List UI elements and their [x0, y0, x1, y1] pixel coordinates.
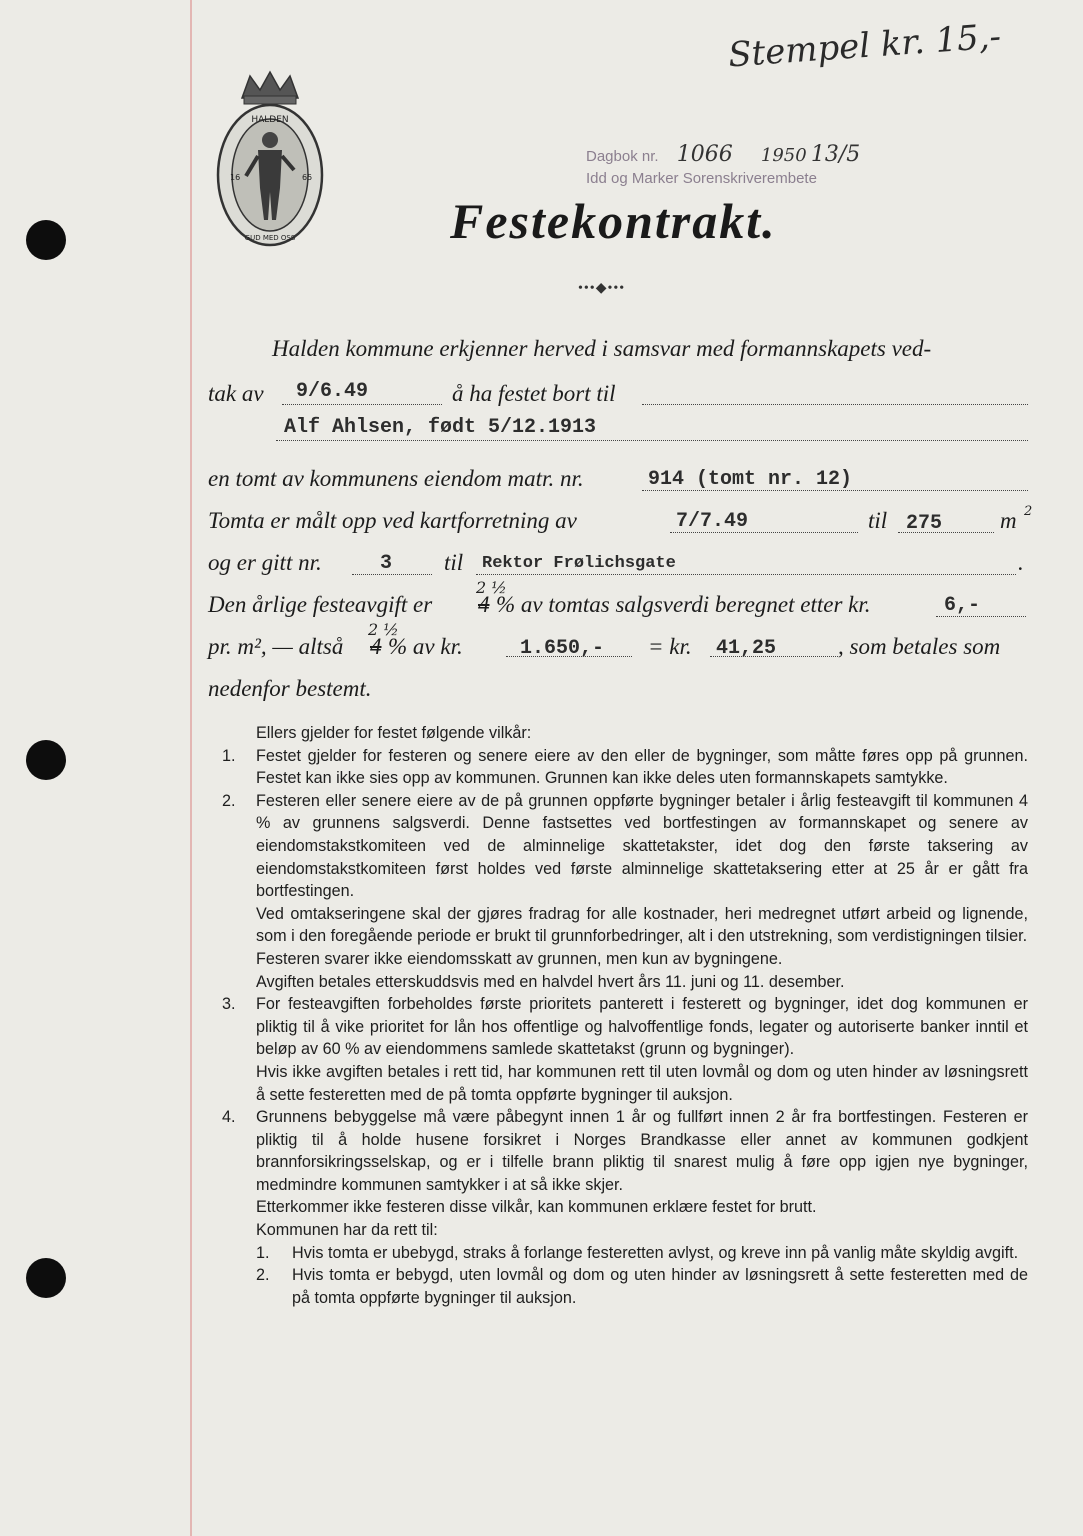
dagbok-year: 1950 [760, 145, 807, 166]
intro-line-5-end: . [1018, 550, 1024, 575]
term-number: 1. [222, 746, 236, 765]
halden-crest-icon [210, 70, 330, 250]
intro-line-8: nedenfor bestemt. [208, 676, 372, 701]
intro-line-5a: og er gitt nr. [208, 550, 322, 575]
crest-year-left: 16 [230, 173, 241, 182]
dagbok-office: Idd og Marker Sorenskriverembete [586, 170, 817, 187]
punch-hole [26, 740, 66, 780]
margin-rule [190, 0, 192, 1536]
pct-new-2: 2 ½ [368, 620, 399, 639]
term-number: 4. [222, 1108, 236, 1127]
term-number: 2. [222, 791, 236, 810]
crest-year-right: 65 [302, 173, 313, 182]
title-ornament: •••◆••• [578, 281, 626, 296]
term-2 [208, 790, 1028, 903]
term-number: 3. [222, 995, 236, 1014]
term-4 [208, 1106, 1028, 1196]
area-unit-sup: 2 [1024, 504, 1033, 519]
intro-line-5b: til [444, 550, 464, 575]
intro-line-2a: tak av [208, 381, 264, 406]
term-2-paragraph: Avgiften betales etterskuddsvis med en halvdel hvert års 11. juni og 11. desember. [256, 972, 845, 991]
kart-date: 7/7.49 [676, 510, 749, 533]
pct-struck-1: 4 [478, 592, 490, 617]
crest-top-text: HALDEN [251, 115, 289, 125]
term-4-paragraph: Etterkommer ikke festeren disse vilkår, kan kommunen erklære festet for brutt. [256, 1198, 817, 1217]
area-value: 275 [906, 512, 943, 535]
area-unit: m [1000, 508, 1017, 533]
sub-term-1 [208, 1242, 1028, 1265]
dagbok-label: Dagbok nr. [586, 148, 659, 165]
intro-line-7c: = kr. [648, 634, 692, 659]
term-1 [208, 745, 1028, 790]
pct-new-1: 2 ½ [476, 578, 507, 597]
terms-lead: Ellers gjelder for festet følgende vilkår: [256, 724, 532, 742]
crest-motto: GUD MED OSS [244, 234, 296, 242]
price-per-m2: 6,- [944, 594, 981, 617]
term-4-paragraph: Kommunen har da rett til: [256, 1221, 438, 1240]
page-title: Festekontrakt. [450, 193, 777, 249]
term-text: For festeavgiften forbeholdes første prioritets panterett i festerett og bygninger, idet dog kommunen er pliktig til å vike prioritet for lån hos offentlige og halvoffentlige fonds, legater og autoriserte banker inntil et beløp av 60 % av eiendommens samlede skattetakst (grunn og bygninger). [256, 995, 1028, 1059]
intro-line-3a: en tomt av kommunens eiendom matr. nr. [208, 466, 584, 491]
avgift-amount: 41,25 [716, 637, 777, 660]
intro-line-6a: Den årlige festeavgift er [208, 592, 433, 617]
intro-line-7d: , som betales som [838, 634, 1001, 659]
term-text: Festet gjelder for festeren og senere eiere av den eller de bygninger, som måtte føres opp på grunnen. Festet kan ikke sies opp av kommunen. Grunnen kan ikke deles uten formannskapets samtykke. [256, 746, 1028, 788]
intro-line-4b: til [868, 508, 888, 533]
terms-section [208, 722, 1028, 1309]
gate-nr: 3 [380, 552, 393, 575]
salgsverdi: 1.650,- [520, 637, 605, 660]
term-3 [208, 993, 1028, 1061]
term-text: Festeren eller senere eiere av de på grunnen oppførte bygninger betaler i årlig festeavgift til kommunen 4 % av grunnens salgsverdi. Denne fastsettes ved bortfestingen av formannskapet og senere av eiendomstakstkomiteen ved de alminnelige skattetakster, idet dog den første taksering av eiendomstakstkomiteen først holdes ved første alminnelige skattetaksering etter at 25 år er gått fra bortfestingen. [256, 791, 1028, 901]
term-3-paragraph: Hvis ikke avgiften betales i rett tid, har kommunen rett til uten lovmål og dom og uten hinder av løsningsrett å sette festeretten med de på tomta oppførte bygninger til auksjon. [256, 1062, 1028, 1104]
intro-line-2b: å ha festet bort til [452, 381, 616, 406]
dagbok-number: 1066 [676, 142, 733, 167]
term-2-paragraph: Festeren svarer ikke eiendomsskatt av grunnen, men kun av bygningene. [256, 949, 783, 968]
intro-line-1: Halden kommune erkjenner herved i samsvar med formannskapets ved- [272, 336, 932, 361]
sub-term-2 [208, 1264, 1028, 1309]
dagbok-stamp [586, 142, 860, 167]
term-2-paragraph: Ved omtakseringene skal der gjøres fradrag for alle kostnader, heri medregnet utført arbeid og lignende, som i den foregående periode er brukt til grunnforbedringer, alt i den utstrekning, som verdistigningen tilsier. [256, 904, 1028, 946]
vedtak-date: 9/6.49 [296, 380, 369, 403]
sub-term-text: Hvis tomta er ubebygd, straks å forlange festeretten avlyst, og kreve inn på vanlig måte skyldig avgift. [292, 1243, 1019, 1262]
sub-term-text: Hvis tomta er bebygd, uten lovmål og dom og uten hinder av løsningsrett å sette festeretten med de på tomta oppførte bygninger til auksjon. [292, 1266, 1028, 1307]
pct-struck-2: 4 [370, 634, 382, 659]
term-text: Grunnens bebyggelse må være påbegynt innen 1 år og fullført innen 2 år fra bortfestingen. Festeren er pliktig til å holde husene forsikret i Norges Brandkasse eller annet av kommunen godkjent brannforsikringsselskap, og er i tilfelle brann pliktig til snarest mulig å føre opp igjen nye bygninger, medmindre kommunen samtykker i at så ikke skjer. [256, 1108, 1028, 1194]
matr-nr: 914 (tomt nr. 12) [648, 468, 853, 491]
gate-name: Rektor Frølichsgate [482, 554, 676, 573]
intro-line-7b: % av kr. [388, 634, 463, 659]
punch-hole [26, 1258, 66, 1298]
punch-hole [26, 220, 66, 260]
fester-name: Alf Ahlsen, født 5/12.1913 [284, 416, 597, 439]
intro-line-4a: Tomta er målt opp ved kartforretning av [208, 508, 577, 533]
sub-term-number: 1. [256, 1243, 270, 1262]
intro-line-6b: % av tomtas salgsverdi beregnet etter kr. [496, 592, 871, 617]
stamp-note: Stempel kr. 15,- [726, 16, 1003, 76]
dagbok-date: 13/5 [810, 142, 861, 167]
sub-term-number: 2. [256, 1266, 270, 1285]
intro-line-7a: pr. m², — altså [208, 634, 344, 659]
